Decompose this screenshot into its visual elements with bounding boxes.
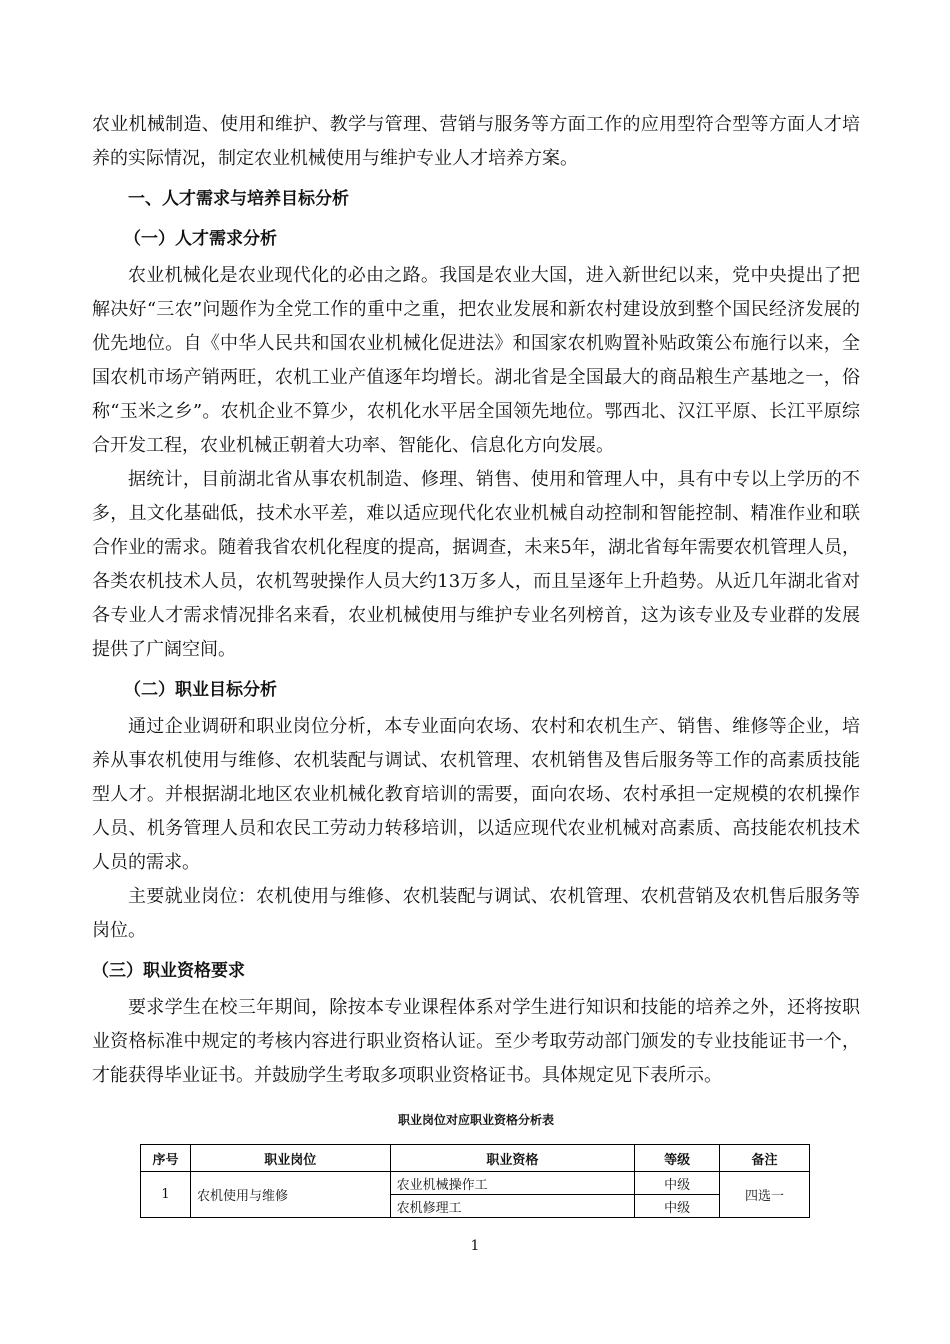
subsection-heading-demand: （一）人才需求分析 (124, 229, 277, 249)
header-note: 备注 (720, 1145, 810, 1172)
goal-paragraph-2: 主要就业岗位：农机使用与维修、农机装配与调试、农机管理、农机营销及农机售后服务等岗位。 (92, 886, 860, 941)
demand-paragraph-1: 农业机械化是农业现代化的必由之路。我国是农业大国，进入新世纪以来，党中央提出了把解决好“三农”问题作为全党工作的重中之重，把农业发展和新农村建设放到整个国民经济发展的优先地位。自《中华人民共和国农业机械化促进法》和国家农机购置补贴政策公布施行以来，全国农机市场产销两旺，农机工业产值逐年均增长。湖北省是全国最大的商品粮生产基地之一，俗称“玉米之乡”。农机企业不算少，农机化水平居全国领先地位。鄂西北、汉江平原、长江平原综合开发工程，农业机械正朝着大功率、智能化、信息化方向发展。 (92, 265, 860, 456)
header-index: 序号 (141, 1145, 191, 1172)
demand-paragraph-2: 据统计，目前湖北省从事农机制造、修理、销售、使用和管理人中，具有中专以上学历的不多，且文化基础低，技术水平差，难以适应现代化农业机械自动控制和智能控制、精准作业和联合作业的需求。随着我省农机化程度的提高，据调查，未来5年，湖北省每年需要农机管理人员，各类农机技术人员，农机驾驶操作人员大约13万多人，而且呈逐年上升趋势。从近几年湖北省对各专业人才需求情况排名来看，农业机械使用与维护专业名列榜首，这为该专业及专业群的发展提供了广阔空间。 (92, 469, 860, 660)
goal-paragraph-1: 通过企业调研和职业岗位分析，本专业面向农场、农村和农机生产、销售、维修等企业，培养从事农机使用与维修、农机装配与调试、农机管理、农机销售及售后服务等工作的高素质技能型人才。并根据湖北地区农业机械化教育培训的需要，面向农场、农村承担一定规模的农机操作人员、机务管理人员和农民工劳动力转移培训，以适应现代农业机械对高素质、高技能农机技术人员的需求。 (92, 716, 860, 873)
header-qualification: 职业资格 (390, 1145, 635, 1172)
cell-index: 1 (141, 1172, 191, 1218)
qualification-table (140, 1144, 810, 1218)
subsection-heading-qualification: （三）职业资格要求 (92, 961, 245, 981)
cell-post: 农机使用与维修 (190, 1172, 390, 1218)
header-level: 等级 (635, 1145, 720, 1172)
page-number: 1 (470, 1238, 480, 1254)
qualification-paragraph: 要求学生在校三年期间，除按本专业课程体系对学生进行知识和技能的培养之外，还将按职业资格标准中规定的考核内容进行职业资格认证。至少考取劳动部门颁发的专业技能证书一个，才能获得毕业证书。并鼓励学生考取多项职业资格证书。具体规定见下表所示。 (92, 997, 860, 1086)
intro-paragraph: 农业机械制造、使用和维护、教学与管理、营销与服务等方面工作的应用型符合型等方面人才培养的实际情况，制定农业机械使用与维护专业人才培养方案。 (92, 114, 860, 169)
page-content (92, 108, 860, 1218)
subsection-heading-goal: （二）职业目标分析 (124, 680, 277, 700)
section-heading: 一、人才需求与培养目标分析 (128, 189, 349, 209)
cell-qualification-a: 农业机械操作工 (390, 1172, 635, 1195)
table-header-row (141, 1145, 810, 1172)
table-title: 职业岗位对应职业资格分析表 (397, 1113, 554, 1127)
cell-qualification-b: 农机修理工 (390, 1195, 635, 1218)
cell-level-a: 中级 (635, 1172, 720, 1195)
cell-note: 四选一 (720, 1172, 810, 1218)
header-post: 职业岗位 (190, 1145, 390, 1172)
table-row (141, 1172, 810, 1195)
cell-level-b: 中级 (635, 1195, 720, 1218)
